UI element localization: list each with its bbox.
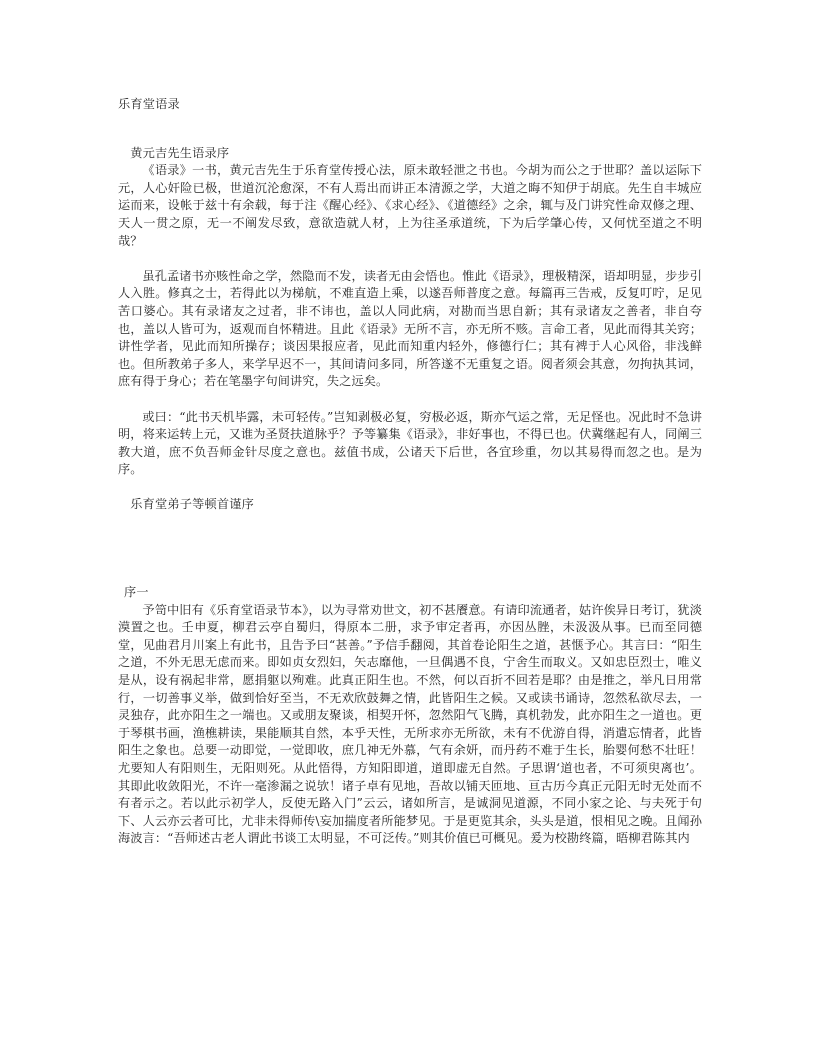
spacer-after-title [118,114,702,145]
preface-heading: 黄元吉先生语录序 [130,145,230,160]
preface-paragraph-2: 虽孔孟诸书亦赅性命之学，然隐而不发，读者无由会悟也。惟此《语录》，理极精深，语却明显，步步引人入胜。修真之士，若得此以为梯航，不难直造上乘，以遂吾师普度之意。每篇再三告戒，反复叮咛，足见苦口婆心。其有录诸友之过者，非不讳也，盖以人同此病，对勘而当思自新；其有录诸友之善者，非自夸也，盖以人皆可为，返观而自怀精进。且此《语录》无所不言，亦无所不赅。言命工者，见此而得其关窍；讲性学者，见此而知所操存；谈因果报应者，见此而知重内轻外，修德行仁；其有裨于人心风俗，非浅鲜也。但所教弟子多人，来学早迟不一，其间请问多同，所答遂不无重复之语。阅者须会其意，勿拘执其词，庶有得于身心；若在笔墨字句间讲究，失之远矣。 [118,268,702,389]
spacer-before-signature [118,479,702,497]
paragraph-spacer [118,391,702,409]
xu-yi-heading: 序一 [124,585,149,600]
preface-paragraph-3: 或曰：“此书天机毕露，未可轻传。”岂知剥极必复，穷极必返，斯亦气运之常，无足怪也。况此时不急讲明，将来运转上元，又谁为圣贤扶道脉乎？予等纂集《语录》，非好事也，不得已也。伏冀继起有人，同阐三教大道，庶不负吾师金针尽度之意也。兹值书成，公诸天下后世，各宜珍重，勿以其易得而忽之也。是为序。 [118,409,702,477]
preface-paragraph-1: 《语录》一书，黄元吉先生于乐育堂传授心法，原未敢轻泄之书也。今胡为而公之于世耶？盖以运际下元，人心奸险已极，世道沉沦愈深，不有人焉出而讲正本清源之学，大道之晦不知伊于胡底。先生自丰城应运而来，设帐于兹十有余载，每于注《醒心经》、《求心经》、《道德经》之余，辄与及门讲究性命双修之理、天人一贯之原，无一不阐发尽致，意欲造就人材，上为往圣承道统，下为后学肇心传，又何忧至道之不明哉？ [118,163,702,248]
xu-yi-paragraph-1: 予笥中旧有《乐育堂语录节本》，以为寻常劝世文，初不甚餍意。有请印流通者，姑许俟异日考订，犹淡漠置之也。壬申夏，柳君云亭自蜀归，得原本二册，求予审定者再，亦因丛脞，未汲汲从事。已而至同德堂，见曲君月川案上有此书，且告予曰“甚善。”予信手翻阅，其首卷论阳生之道，甚惬予心。其言曰：“阳生之道，不外无思无虑而来。即如贞女烈妇，矢志靡他，一旦偶遇不良，宁舍生而取义。又如忠臣烈士，唯义是从，设有祸起非常，愿捐躯以殉难。此真正阳生也。不然，何以百折不回若是耶？由是推之，举凡日用常行，一切善事义举，做到恰好至当，不无欢欣鼓舞之情，此皆阳生之候。又或读书诵诗，忽然私欲尽去，一灵独存，此亦阳生之一端也。又或朋友聚谈，相契开怀，忽然阳气飞腾，真机勃发，此亦阳生之一道也。更于琴棋书画，渔樵耕读，果能顺其自然，本乎天性，无所求亦无所欲，未有不优游自得，消遣忘情者，此皆阳生之象也。总要一动即觉，一觉即收，庶几神无外慕，气有余妍，而丹药不难于生长，胎婴何愁不壮旺！尤要知人有阳则生，无阳则死。从此悟得，方知阳即道，道即虚无自然。子思谓‘道也者，不可须臾离也’。其即此收敛阳光，不许一毫渗漏之说欤！诸子卓有见地，吾故以铺天匝地、亘古历今真正元阳无时无处而不有者示之。若以此示初学人，反使无路入门”云云，诸如所言，是诚洞见道源，不同小家之论、与夫死于句下、人云亦云者可比，尤非未得师传\妄加揣度者所能梦见。于是更览其余，头头是道，恨相见之晚。且闻孙海波言：“吾师述古老人谓此书谈工太明显，不可泛传。”则其价值已可概见。爰为校勘终篇，晤柳君陈其内 [118,602,702,846]
section-spacer [118,514,702,584]
paragraph-spacer [118,250,702,268]
document-content [118,96,702,848]
document-title: 乐育堂语录 [118,97,180,111]
preface-signature: 乐育堂弟子等顿首谨序 [130,497,255,512]
